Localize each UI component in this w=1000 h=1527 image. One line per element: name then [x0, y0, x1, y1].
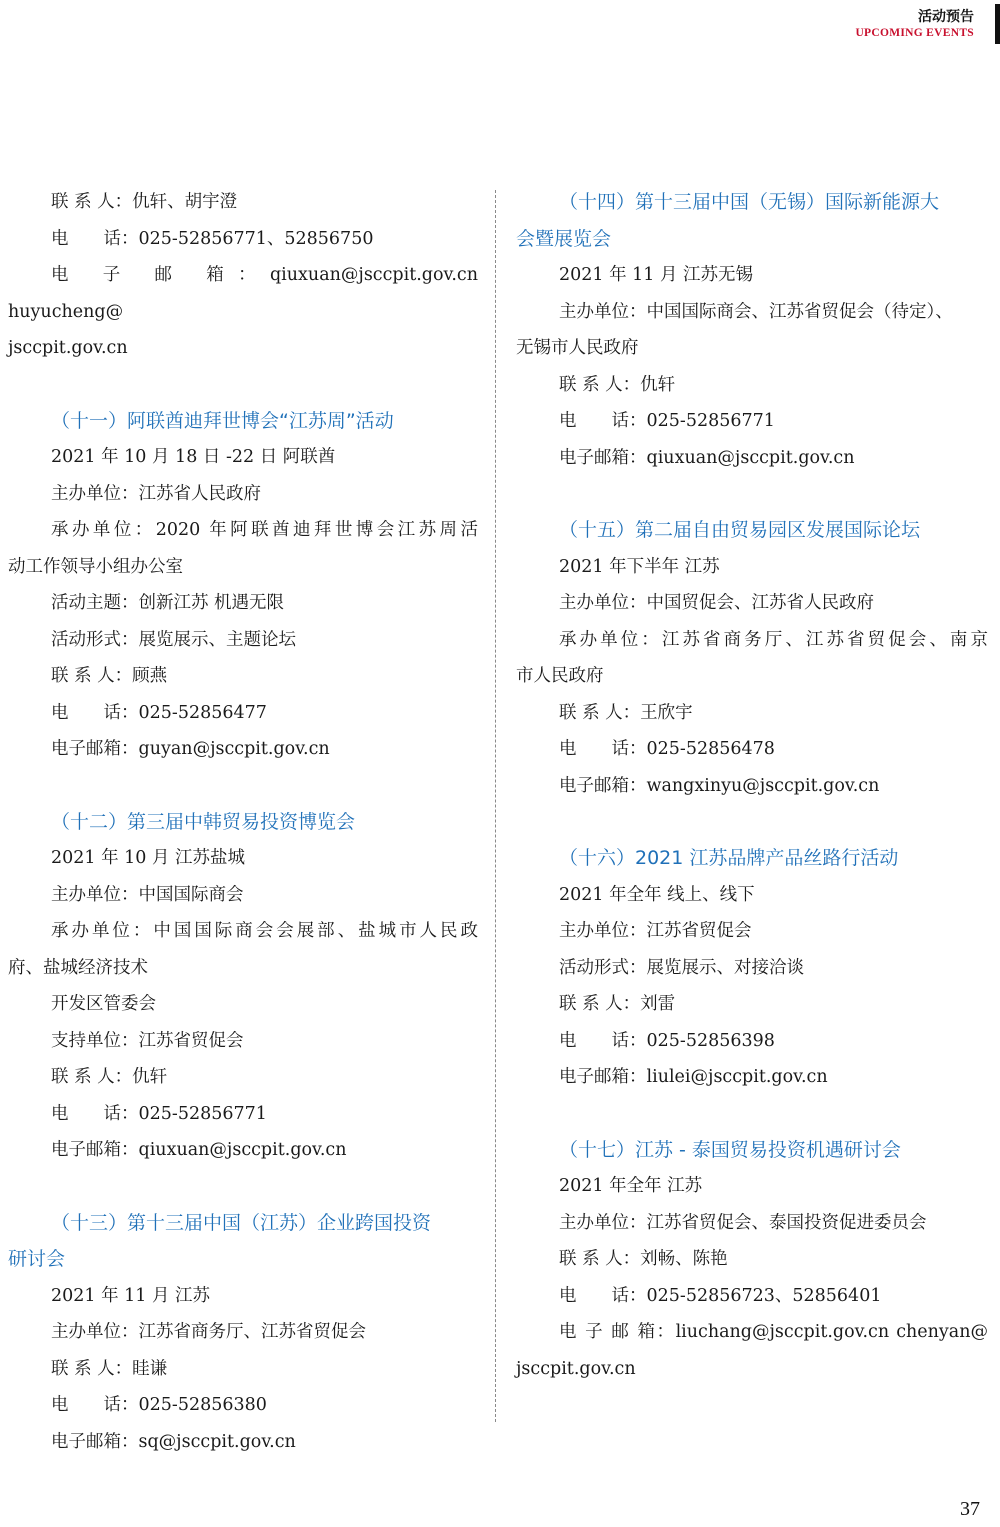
event-host: 主办单位：中国国际商会 [51, 884, 244, 905]
event-host: 主办单位：江苏省贸促会 [559, 921, 752, 941]
event-title: （十五）第二届自由贸易园区发展国际论坛 [559, 519, 921, 541]
event-contact: 联 系 人：仇轩 [559, 374, 676, 395]
event-contact: 联 系 人：刘雷 [559, 994, 676, 1014]
event-date: 2021 年 11 月 江苏 [51, 1285, 211, 1306]
event-email: 电子邮箱：qiuxuan@jsccpit.gov.cn [51, 1140, 347, 1160]
event-date: 2021 年下半年 江苏 [559, 556, 720, 577]
event-date: 2021 年 10 月 18 日 -22 日 阿联酋 [51, 447, 336, 467]
event-host: 主办单位：江苏省人民政府 [51, 483, 261, 504]
right-column [516, 184, 988, 1423]
event-block-continued [8, 184, 478, 367]
contact-line: 联 系 人：仇轩、胡宇澄 [51, 192, 238, 212]
event-host: 主办单位：中国国际商会、江苏省贸促会（待定）、 [559, 301, 953, 322]
event-contact: 联 系 人：刘畅、陈艳 [559, 1249, 728, 1269]
section-subtitle: UPCOMING EVENTS [855, 27, 974, 39]
event-host: 主办单位：江苏省贸促会、泰国投资促进委员会 [559, 1212, 927, 1233]
event-date: 2021 年全年 江苏 [559, 1176, 703, 1196]
event-date: 2021 年全年 线上、线下 [559, 884, 755, 905]
event-contact: 联 系 人：顾燕 [51, 666, 168, 686]
event-format: 活动形式：展览展示、主题论坛 [51, 629, 296, 650]
event-phone: 电 话：025-52856723、52856401 [559, 1285, 882, 1306]
event-block-11 [8, 403, 478, 768]
event-phone: 电 话：025-52856771 [559, 411, 775, 431]
event-support: 支持单位：江苏省贸促会 [51, 1030, 244, 1051]
phone-line: 电 话：025-52856771、52856750 [51, 228, 374, 249]
event-host-continued: 无锡市人民政府 [516, 338, 639, 358]
event-email: 电子邮箱：wangxinyu@jsccpit.gov.cn [559, 775, 880, 796]
event-host: 主办单位：江苏省商务厅、江苏省贸促会 [51, 1322, 366, 1342]
event-title: （十三）第十三届中国（江苏）企业跨国投资 [51, 1211, 432, 1234]
section-title: 活动预告 [918, 9, 974, 25]
event-date: 2021 年 11 月 江苏无锡 [559, 265, 754, 285]
event-title-continued: 会暨展览会 [516, 227, 612, 250]
email-line-continued: jsccpit.gov.cn [8, 338, 128, 358]
event-email: 电 子 邮 箱：liuchang@jsccpit.gov.cn chenyan@ [559, 1322, 988, 1342]
event-title-continued: 研讨会 [8, 1248, 66, 1270]
event-title: （十四）第十三届中国（无锡）国际新能源大 [559, 191, 940, 213]
event-contact: 联 系 人：仇轩 [51, 1067, 168, 1087]
column-divider [495, 190, 496, 1422]
event-organizer: 承办单位：2020 年阿联酋迪拜世博会江苏周活 [51, 520, 478, 540]
event-title: （十二）第三届中韩贸易投资博览会 [51, 810, 356, 833]
event-phone: 电 话：025-52856380 [51, 1395, 267, 1415]
event-contact: 联 系 人：眭谦 [51, 1358, 168, 1379]
page-number: 37 [960, 1498, 980, 1520]
header-accent-bar [995, 4, 1000, 44]
event-theme: 活动主题：创新江苏 机遇无限 [51, 593, 285, 613]
event-block-12 [8, 804, 478, 1169]
event-organizer-continued: 开发区管委会 [51, 994, 156, 1014]
event-phone: 电 话：025-52856477 [51, 702, 267, 723]
event-organizer: 承办单位：江苏省商务厅、江苏省贸促会、南京 [559, 629, 988, 650]
event-date: 2021 年 10 月 江苏盐城 [51, 848, 246, 868]
event-organizer-continued: 市人民政府 [516, 666, 604, 686]
event-email: 电子邮箱：sq@jsccpit.gov.cn [51, 1431, 296, 1452]
event-title: （十七）江苏 - 泰国贸易投资机遇研讨会 [559, 1138, 901, 1161]
event-email: 电子邮箱：liulei@jsccpit.gov.cn [559, 1067, 828, 1087]
event-host: 主办单位：中国贸促会、江苏省人民政府 [559, 593, 874, 613]
event-contact: 联 系 人：王欣宇 [559, 702, 693, 723]
event-phone: 电 话：025-52856771 [51, 1103, 267, 1124]
event-phone: 电 话：025-52856398 [559, 1030, 775, 1051]
left-column [8, 184, 478, 1496]
event-phone: 电 话：025-52856478 [559, 739, 775, 759]
event-organizer: 承办单位：中国国际商会会展部、盐城市人民政 [51, 921, 478, 941]
event-block-14 [516, 184, 988, 476]
event-block-17 [516, 1132, 988, 1388]
event-format: 活动形式：展览展示、对接洽谈 [559, 957, 804, 978]
email-line: 电 子 邮 箱：qiuxuan@jsccpit.gov.cn huyucheng@ [8, 265, 478, 322]
event-title: （十一）阿联酋迪拜世博会“江苏周”活动 [51, 409, 394, 432]
event-organizer-continued: 动工作领导小组办公室 [8, 556, 183, 577]
event-email-continued: jsccpit.gov.cn [516, 1358, 636, 1379]
event-organizer-continued: 府、盐城经济技术 [8, 957, 148, 978]
event-email: 电子邮箱：guyan@jsccpit.gov.cn [51, 739, 330, 759]
event-block-13 [8, 1205, 478, 1461]
event-email: 电子邮箱：qiuxuan@jsccpit.gov.cn [559, 447, 855, 468]
event-block-15 [516, 512, 988, 804]
section-header [855, 8, 988, 40]
event-block-16 [516, 840, 988, 1096]
event-title: （十六）2021 江苏品牌产品丝路行活动 [559, 847, 899, 869]
